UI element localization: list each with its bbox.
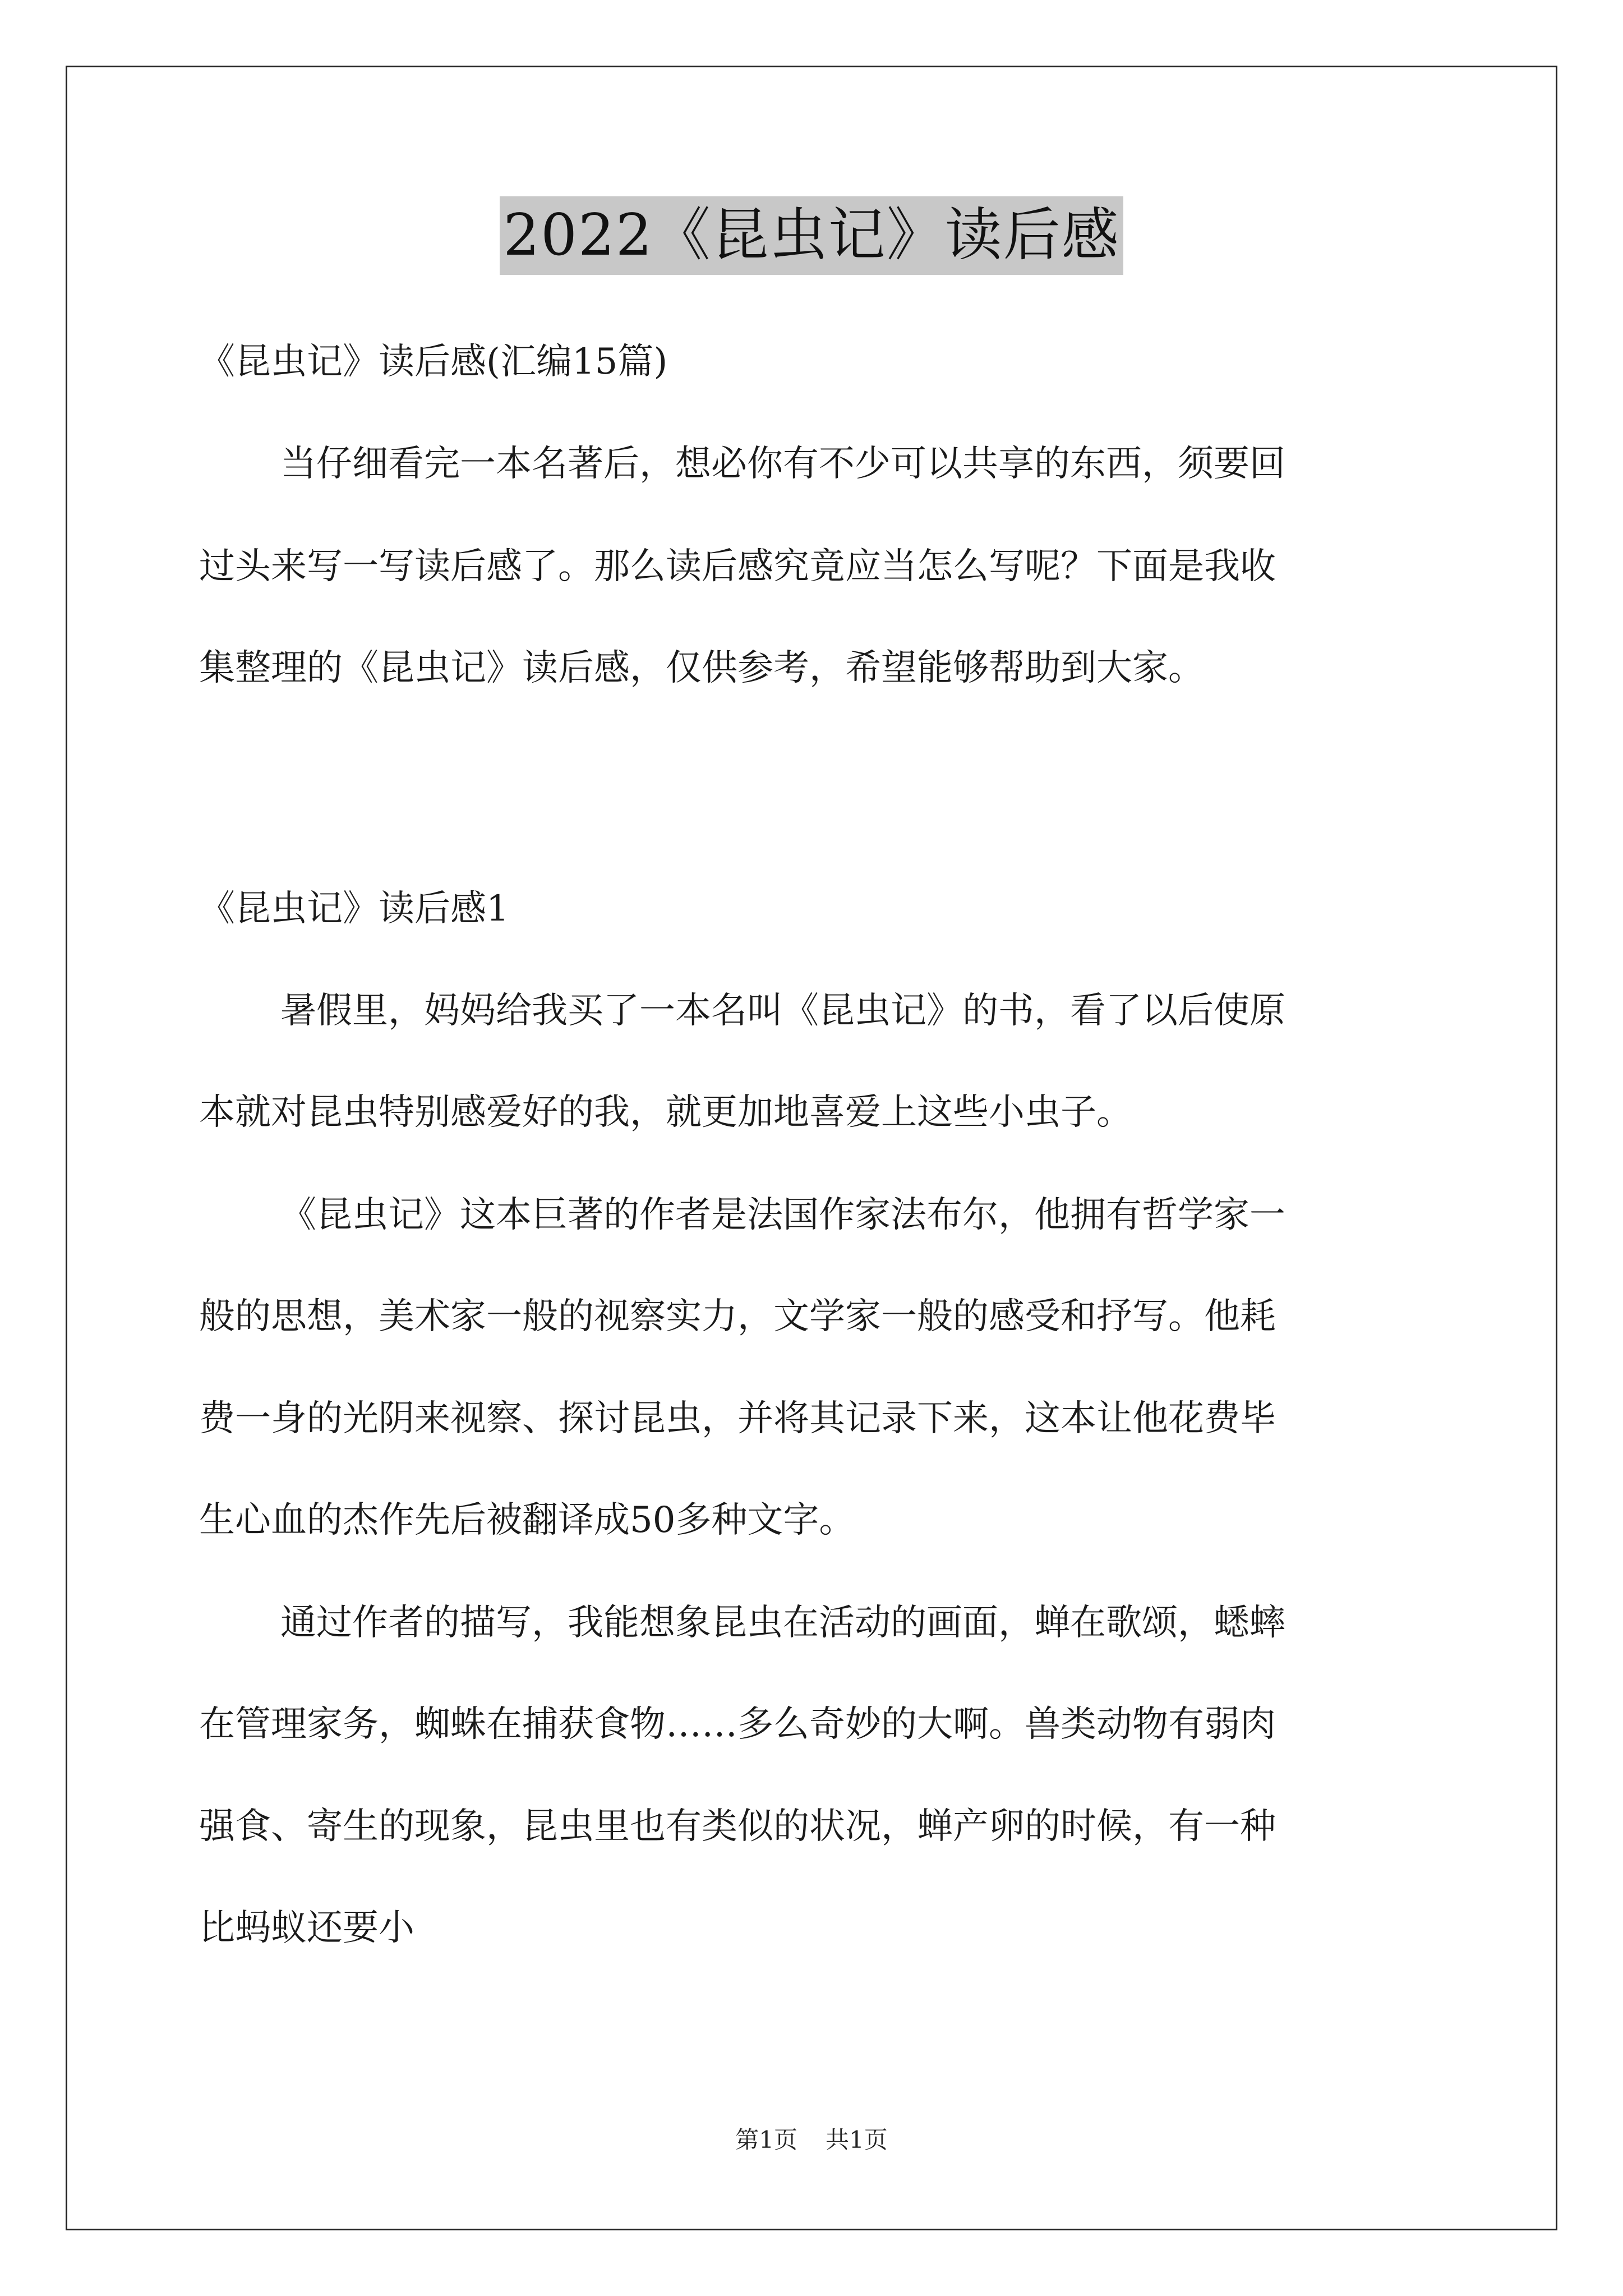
- paragraph-line: 本就对昆虫特别感爱好的我，就更加地喜爱上这些小虫子。: [199, 1092, 1132, 1133]
- paragraph-line: 比蚂蚁还要小: [199, 1907, 414, 1949]
- intro-line: 集整理的《昆虫记》读后感，仅供参考，希望能够帮助到大家。: [199, 647, 1204, 689]
- document-subtitle: 《昆虫记》读后感(汇编15篇): [199, 341, 668, 383]
- intro-line: 当仔细看完一本名著后，想必你有不少可以共享的东西，须要回: [280, 443, 1285, 485]
- title-container: [0, 196, 1623, 275]
- paragraph-line: 费一身的光阴来视察、探讨昆虫，并将其记录下来，这本让他花费毕: [199, 1398, 1276, 1439]
- paragraph-line: 暑假里，妈妈给我买了一本名叫《昆虫记》的书，看了以后使原: [280, 990, 1285, 1032]
- page-number: 第1页: [735, 2126, 797, 2154]
- document-title: 2022《昆虫记》读后感: [500, 196, 1123, 275]
- paragraph-line: 般的思想，美术家一般的视察实力，文学家一般的感受和抒写。他耗: [199, 1296, 1276, 1337]
- paragraph-line: 强食、寄生的现象，昆虫里也有类似的状况，蝉产卵的时候，有一种: [199, 1806, 1276, 1847]
- page-footer: [0, 2123, 1623, 2157]
- paragraph-line: 在管理家务，蜘蛛在捕获食物……多么奇妙的大啊。兽类动物有弱肉: [199, 1704, 1276, 1745]
- page-total: 共1页: [826, 2126, 888, 2154]
- section-heading: 《昆虫记》读后感1: [199, 888, 509, 930]
- paragraph-line: 《昆虫记》这本巨著的作者是法国作家法布尔，他拥有哲学家一: [280, 1194, 1285, 1236]
- paragraph-line: 生心血的杰作先后被翻译成50多种文字。: [199, 1499, 855, 1541]
- intro-line: 过头来写一写读后感了。那么读后感究竟应当怎么写呢？下面是我收: [199, 546, 1276, 587]
- paragraph-line: 通过作者的描写，我能想象昆虫在活动的画面，蝉在歌颂，蟋蟀: [280, 1602, 1285, 1644]
